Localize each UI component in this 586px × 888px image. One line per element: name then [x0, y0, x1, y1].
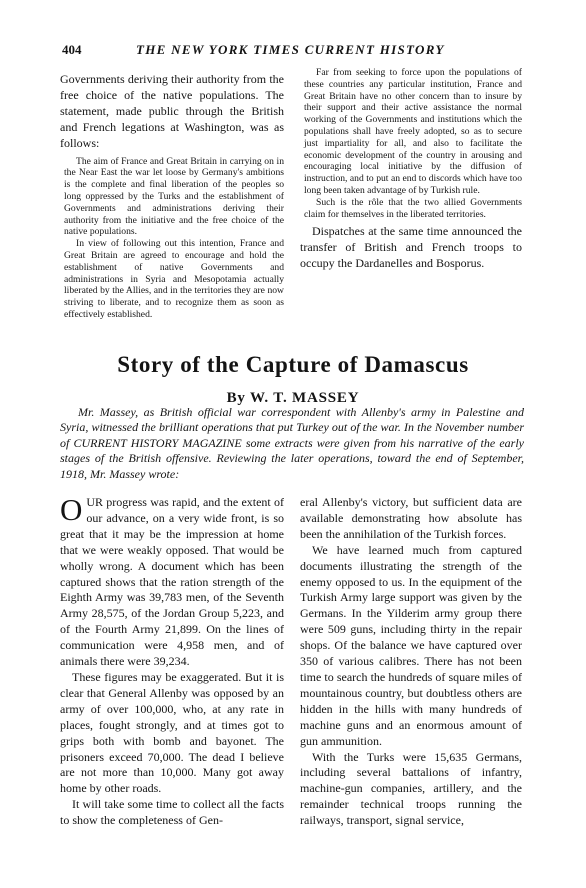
running-head: THE NEW YORK TIMES CURRENT HISTORY [136, 42, 445, 57]
bottom-right-column [300, 495, 522, 829]
article-paragraph-2: These figures may be exaggerated. But it is clear that General Allenby was opposed by an army of over 100,000, who, at any rate in places, fought strongly, and at times got to grips both with bomb and bayonet. The prisoners exceed 70,000. The dead I believe are not more than 10,000. Many got away home by other roads. [60, 669, 284, 796]
page-header [62, 42, 536, 60]
declaration-lead-paragraph: Governments deriving their authority from the free choice of the native populations. The statement, made public through the British and French legations at Washington, was as follows: [60, 72, 284, 150]
declaration-quote-intention: In view of following out this intention, France and Great Britain are agreed to encourage and hold the establishment of native Governments and administrations in Syria and Mesopotamia actually liberated by the Allies, and in the territories they are now striving to liberate, and to recognize them as soon as effectively established. [64, 238, 284, 320]
bottom-left-column [60, 492, 284, 829]
declaration-quote-aim: The aim of France and Great Britain in carrying on in the Near East the war let loose by Germany's ambitions is the complete and final liberation of the peoples so long oppressed by the Turks and the establishment of Governments and administrations deriving their authority from the initiative and the free choice of the native populations. [64, 155, 284, 238]
drop-cap: O [60, 492, 83, 527]
article-intro: Mr. Massey, as British official war correspondent with Allenby's army in Palestine and Syria, witnessed the brilliant operations that put Turkey out of the war. In the November number of CURRENT HISTORY MAGAZINE some extracts were given from his narrative of the early stages of the British offensive. Reviewing the later operations, toward the end of September, 1918, Mr. Massey wrote: [60, 405, 524, 481]
dispatches-paragraph: Dispatches at the same time announced the transfer of British and French troops to occupy the Dardanelles and Bosporus. [300, 224, 522, 271]
declaration-quote-role: Such is the rôle that the two allied Governments claim for themselves in the liberated territories. [304, 196, 522, 220]
article-paragraph-1-text: UR progress was rapid, and the extent of our advance, on a very wide front, is so great that it may be the impression at home that we were weakly opposed. That would be wholly wrong. A document which has been captured shows that the ration strength of the Eighth Army was 39,783 men, of the Seventh Army 28,575, of the Jordan Group 5,223, and of the Fourth Army 21,899. On the lines of communication were 4,958 men, and of animals there were 39,234. [60, 495, 284, 669]
article-paragraph-1 [60, 492, 284, 670]
article-title: Story of the Capture of Damascus [117, 352, 469, 377]
article-paragraph-4: eral Allenby's victory, but sufficient data are available demonstrating how absolute has been the annihilation of the Turkish forces. [300, 495, 522, 541]
article-paragraph-6: With the Turks were 15,635 Germans, including several battalions of infantry, machine-gun companies, artillery, and the remainder technical troops running the railways, transport, signal service, [300, 749, 522, 828]
top-right-column [300, 67, 522, 272]
article-paragraph-5: We have learned much from captured documents illustrating the strength of the enemy opposed to us. In the equipment of the Turkish Army large support was given by the Germans. In the Yilderim army group there were 509 guns, including thirty in the repair shops. Of the balance we have captured over 350 of various calibres. There has not been time to search the hundreds of square miles of mountainous country, but doubtless others are hidden in the hills with many hundreds of machine guns and an enormous amount of gun ammunition. [300, 542, 522, 748]
article-heading [60, 352, 526, 407]
article-paragraph-3: It will take some time to collect all the facts to show the completeness of Gen- [60, 797, 284, 828]
declaration-quote-institutions: Far from seeking to force upon the populations of these countries any particular institution, France and Great Britain have no other concern than to insure by their support and their active assistance the normal working of the Governments and institutions which the populations shall have freely adopted, so as to secure just impartiality for all, and also to facilitate the economic development of the country in arousing and encouraging local initiative by the diffusion of instruction, and to put an end to discords which have too long been taken advantage of by Turkish rule. [304, 67, 522, 196]
article-byline: By W. T. MASSEY [226, 390, 360, 406]
top-left-column [60, 72, 284, 321]
page-number: 404 [62, 42, 82, 57]
